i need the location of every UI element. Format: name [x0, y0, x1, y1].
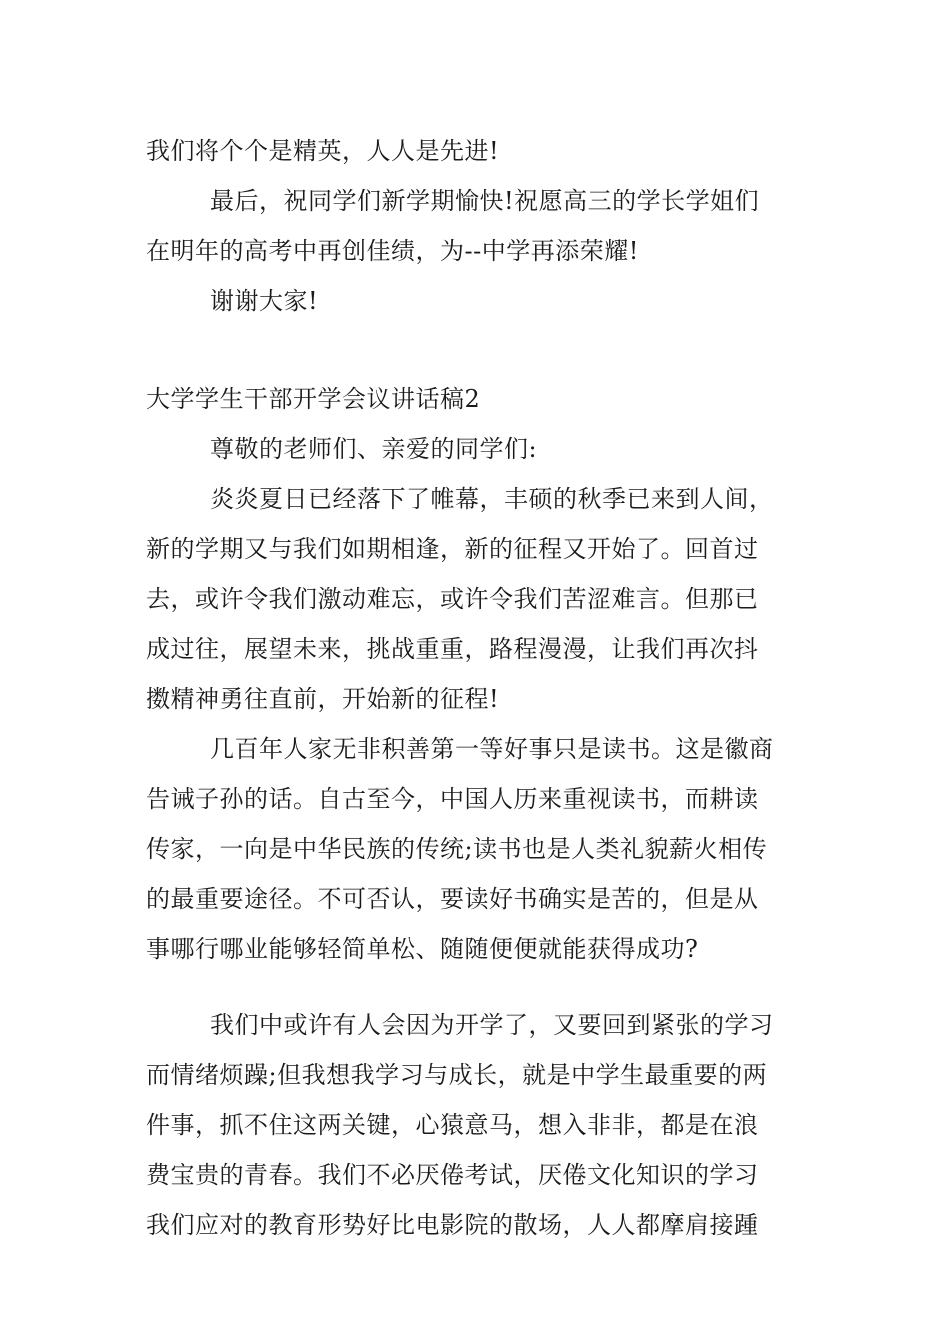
paragraph-line: 告诫子孙的话。自古至今，中国人历来重视读书，而耕读	[146, 785, 759, 813]
speech-title: 大学学生干部开学会议讲话稿2	[146, 385, 481, 413]
paragraph-line: 几百年人家无非积善第一等好事只是读书。这是徽商	[210, 735, 774, 763]
paragraph-line: 新的学期又与我们如期相逢，新的征程又开始了。回首过	[146, 535, 759, 563]
closing-wish-line: 最后，祝同学们新学期愉快!祝愿高三的学长学姐们	[210, 187, 760, 215]
paragraph-line: 我们中或许有人会因为开学了，又要回到紧张的学习	[210, 1011, 774, 1039]
speech-greeting: 尊敬的老师们、亲爱的同学们:	[210, 435, 538, 463]
paragraph-line: 我们应对的教育形势好比电影院的散场，人人都摩肩接踵	[146, 1211, 759, 1239]
paragraph-line: 事哪行哪业能够轻简单松、随随便便就能获得成功?	[146, 935, 699, 963]
paragraph-line: 费宝贵的青春。我们不必厌倦考试，厌倦文化知识的学习	[146, 1161, 759, 1189]
paragraph-line: 炎炎夏日已经落下了帷幕，丰硕的秋季已来到人间，	[210, 485, 774, 513]
closing-line: 我们将个个是精英，人人是先进!	[146, 137, 500, 165]
paragraph-line: 擞精神勇往直前，开始新的征程!	[146, 685, 500, 713]
paragraph-line: 而情绪烦躁;但我想我学习与成长，就是中学生最重要的两	[146, 1061, 768, 1089]
paragraph-line: 成过往，展望未来，挑战重重，路程漫漫，让我们再次抖	[146, 635, 759, 663]
closing-wish-line: 在明年的高考中再创佳绩，为--中学再添荣耀!	[146, 237, 639, 265]
closing-thanks: 谢谢大家!	[210, 287, 319, 315]
paragraph-line: 的最重要途径。不可否认，要读好书确实是苦的，但是从	[146, 885, 759, 913]
paragraph-line: 件事，抓不住这两关键，心猿意马，想入非非，都是在浪	[146, 1111, 759, 1139]
paragraph-line: 传家，一向是中华民族的传统;读书也是人类礼貌薪火相传	[146, 835, 768, 863]
paragraph-line: 去，或许令我们激动难忘，或许令我们苦涩难言。但那已	[146, 585, 759, 613]
